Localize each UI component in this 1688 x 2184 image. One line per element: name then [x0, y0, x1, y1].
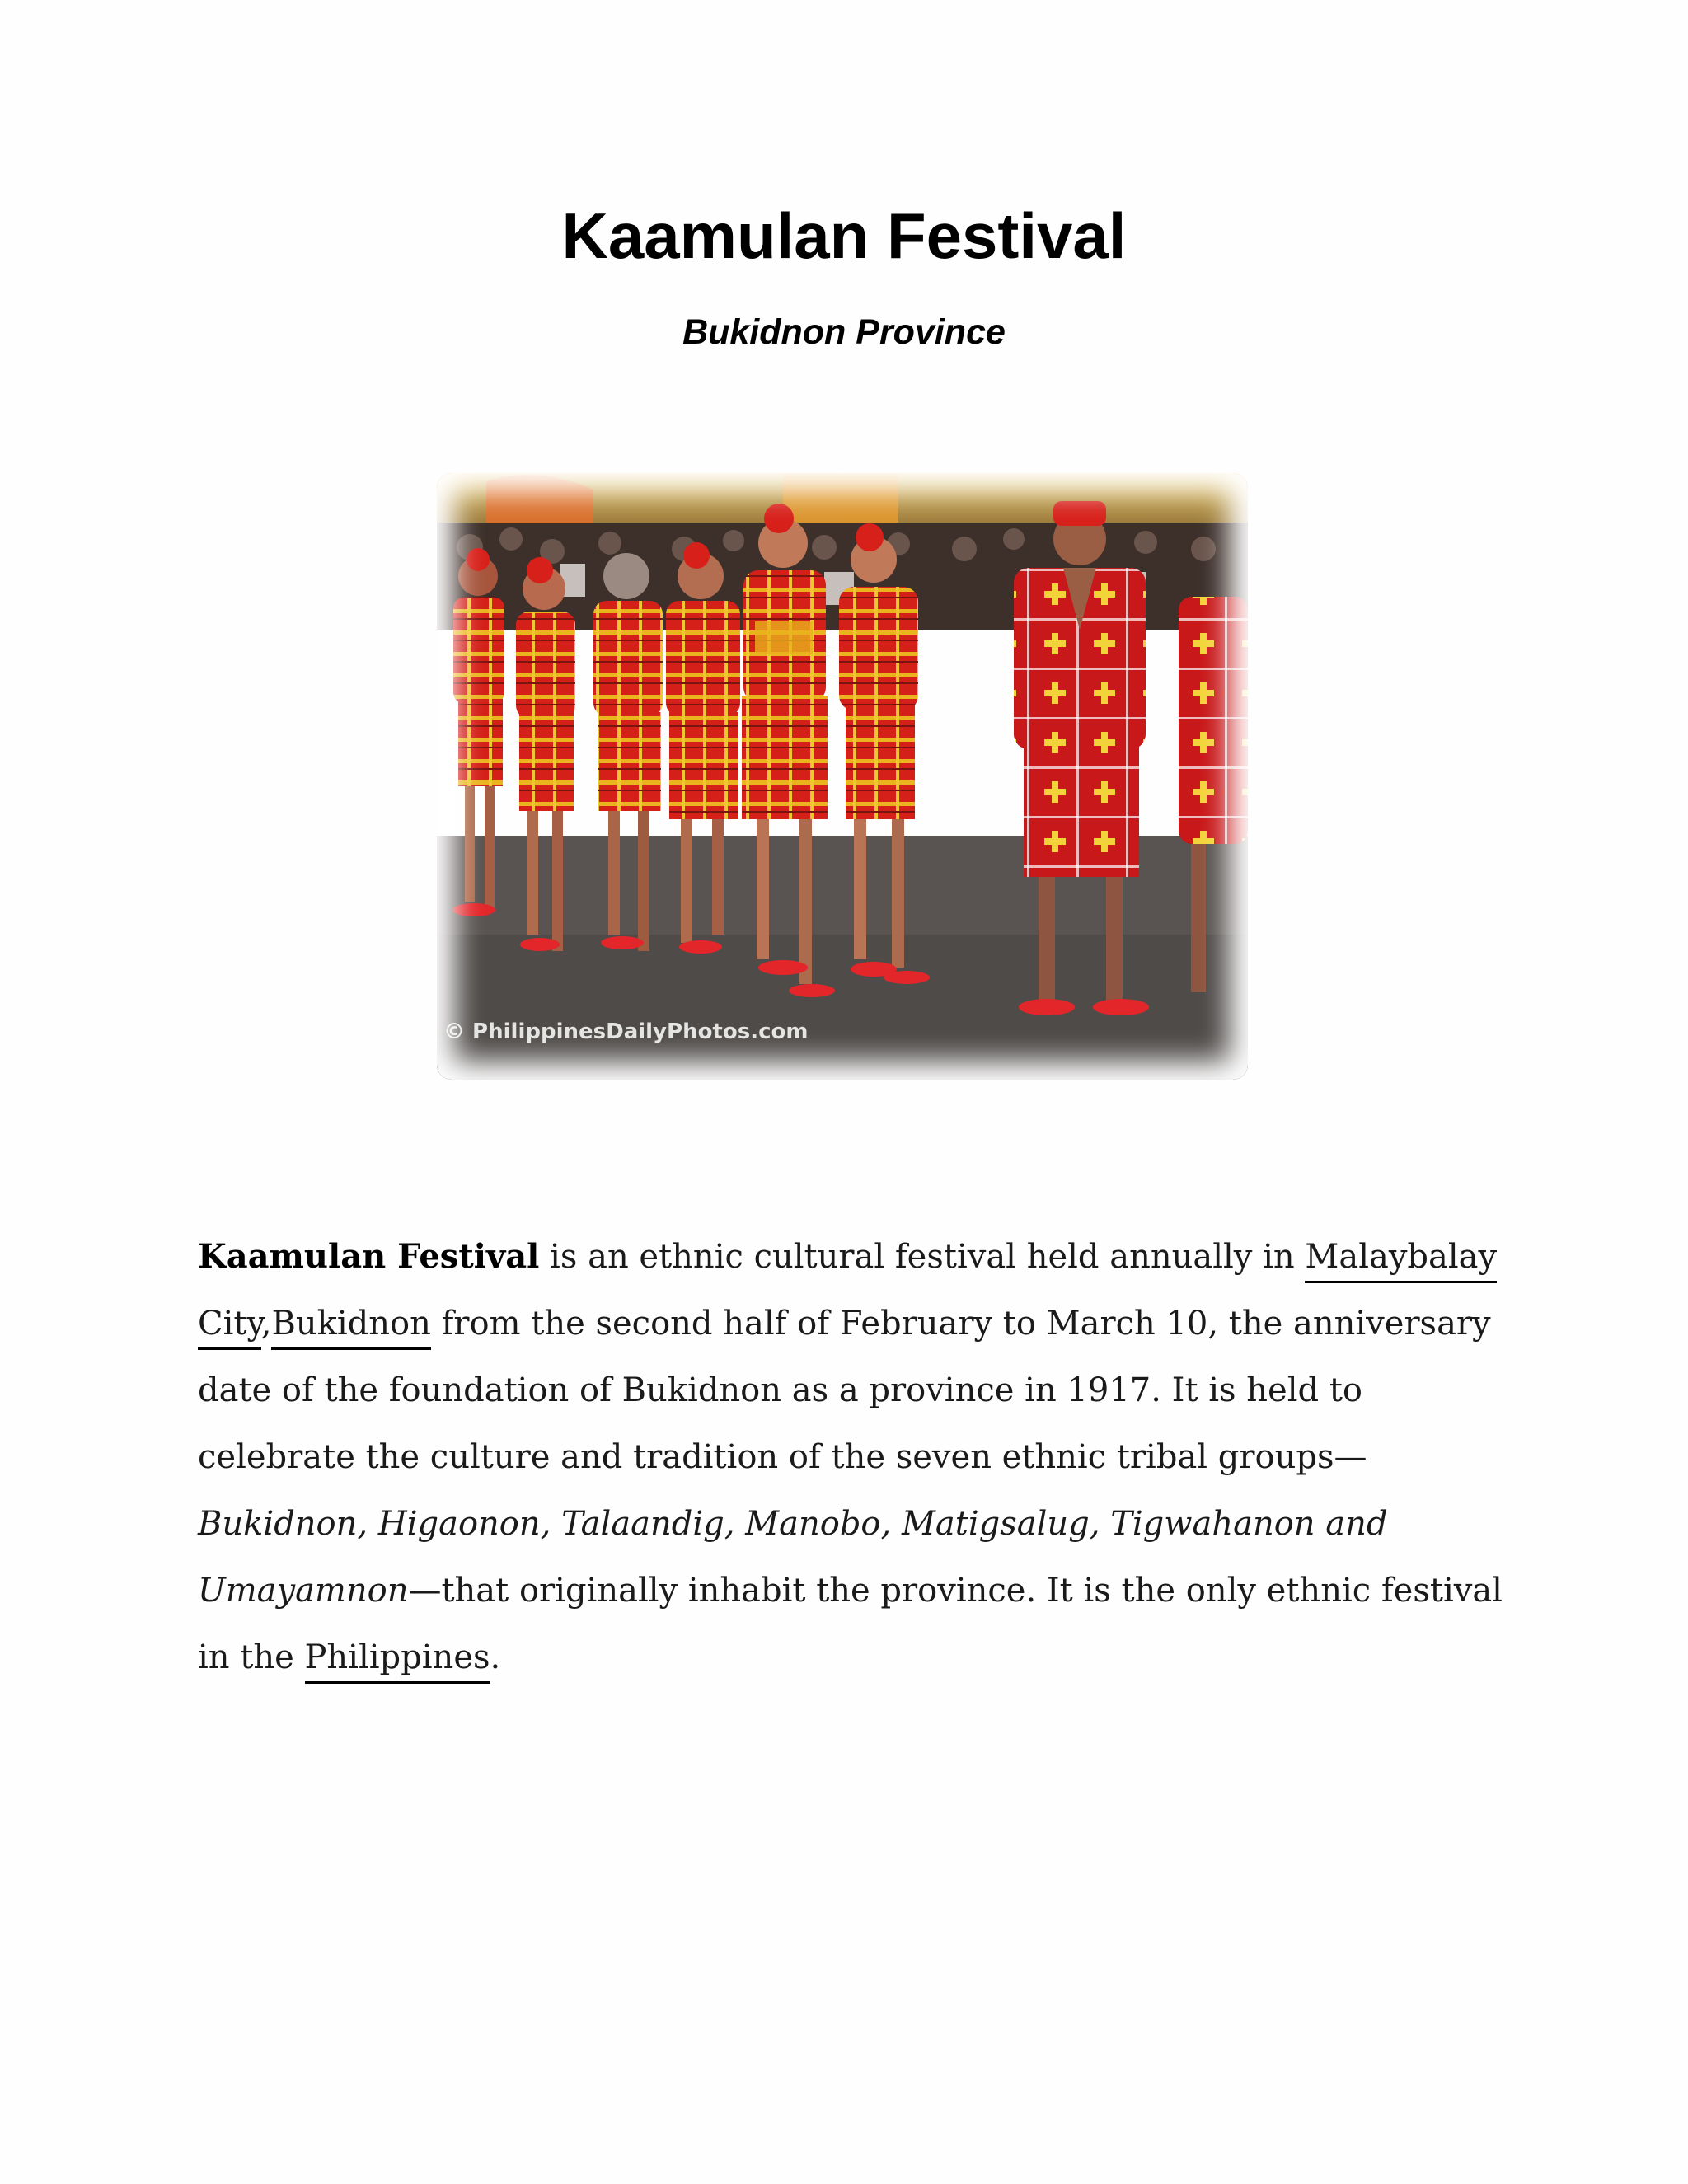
paragraph-text-2: from the second half of February to March 10, the anniversary date of the foundation of Bukidnon as a province in 1917. It is held to celebrate the culture and tradition of the seven ethnic tribal groups— — [198, 1305, 1491, 1476]
page-subtitle: Bukidnon Province — [682, 312, 1006, 352]
description-paragraph — [198, 1223, 1508, 1691]
link-philippines[interactable]: Philippines — [305, 1638, 490, 1684]
link-bukidnon[interactable]: Bukidnon — [271, 1305, 430, 1350]
paragraph-text-3: —that originally inhabit the province. It is the only ethnic festival in the — [198, 1572, 1503, 1676]
paragraph-end: . — [490, 1638, 501, 1676]
photo-watermark: © PhilippinesDailyPhotos.com — [443, 1019, 809, 1044]
page-title: Kaamulan Festival — [561, 199, 1127, 272]
tribal-groups-list: Bukidnon, Higaonon, Talaandig, Manobo, Matigsalug, Tigwahanon and Umayamnon — [198, 1505, 1388, 1610]
festival-photo-illustration — [437, 473, 1248, 1080]
paragraph-comma: , — [260, 1305, 272, 1343]
paragraph-text-1: is an ethnic cultural festival held annually in — [539, 1238, 1306, 1276]
festival-name-bold: Kaamulan Festival — [198, 1237, 540, 1276]
festival-photo — [437, 473, 1248, 1080]
link-malaybalay-city[interactable]: Malaybalay City — [198, 1238, 1497, 1350]
